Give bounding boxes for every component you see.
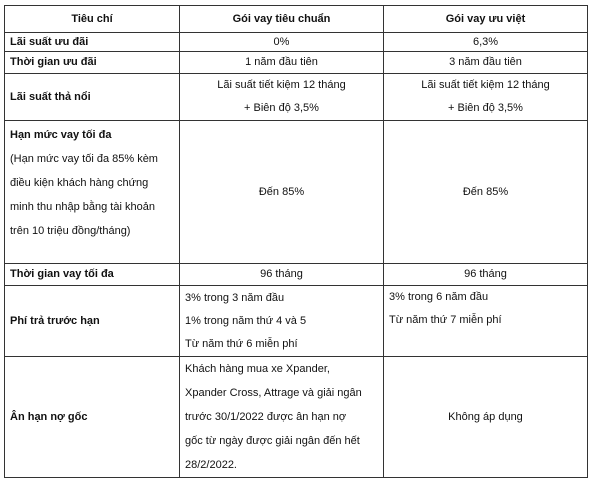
table-row-max-loan-limit <box>5 121 588 264</box>
criterion-note-line: điều kiện khách hàng chứng <box>10 177 149 189</box>
table-row-principal-grace <box>5 357 588 478</box>
value-line: 1% trong năm thứ 4 và 5 <box>185 314 307 327</box>
table-row-preferential-period <box>5 52 588 74</box>
standard-value: Đến 85% <box>180 121 384 264</box>
criterion-label: Thời gian vay tối đa <box>5 264 180 286</box>
value-line: Xpander Cross, Attrage và giải ngân <box>185 387 362 399</box>
table-row-preferential-rate <box>5 33 588 52</box>
criterion-label: Lãi suất thả nổi <box>5 74 180 121</box>
table-row-prepayment-fee <box>5 286 588 357</box>
premium-value: 6,3% <box>384 33 588 52</box>
value-line: + Biên độ 3,5% <box>244 102 319 114</box>
standard-value <box>180 357 384 478</box>
value-line: Lãi suất tiết kiệm 12 tháng <box>217 79 346 91</box>
standard-value <box>180 74 384 121</box>
criterion-note-line: (Hạn mức vay tối đa 85% kèm <box>10 153 158 165</box>
value-line: gốc từ ngày được giải ngân đến hết <box>185 435 360 447</box>
premium-value: Không áp dụng <box>384 357 588 478</box>
table-row-max-loan-term <box>5 264 588 286</box>
header-premium-package: Gói vay ưu việt <box>384 6 588 33</box>
value-line: + Biên độ 3,5% <box>448 102 523 114</box>
value-line: Lãi suất tiết kiệm 12 tháng <box>421 79 550 91</box>
value-line: Từ năm thứ 6 miễn phí <box>185 337 298 350</box>
criterion-label: Lãi suất ưu đãi <box>5 33 180 52</box>
table-header-row <box>5 6 588 33</box>
value-line: Khách hàng mua xe Xpander, <box>185 363 330 375</box>
table-row-floating-rate <box>5 74 588 121</box>
premium-value <box>384 74 588 121</box>
criterion-label: Phí trả trước hạn <box>5 286 180 357</box>
premium-value: 3 năm đầu tiên <box>384 52 588 74</box>
criterion-label: Ân hạn nợ gốc <box>5 357 180 478</box>
value-line: 28/2/2022. <box>185 459 237 471</box>
value-line: 3% trong 6 năm đầu <box>389 291 489 303</box>
standard-value: 1 năm đầu tiên <box>180 52 384 74</box>
premium-value: 96 tháng <box>384 264 588 286</box>
standard-value <box>180 286 384 357</box>
value-line: 3% trong 3 năm đầu <box>185 291 285 304</box>
criterion-note-line: minh thu nhập bằng tài khoản <box>10 201 155 213</box>
criterion-label: Thời gian ưu đãi <box>5 52 180 74</box>
loan-comparison-table <box>4 5 588 478</box>
criterion-label: Hạn mức vay tối đa <box>10 129 112 141</box>
value-line: trước 30/1/2022 được ân hạn nợ <box>185 411 347 423</box>
header-standard-package: Gói vay tiêu chuẩn <box>180 6 384 33</box>
criterion-note-line: trên 10 triệu đồng/tháng) <box>10 225 131 237</box>
header-criteria: Tiêu chí <box>5 6 180 33</box>
premium-value <box>384 286 588 357</box>
premium-value: Đến 85% <box>384 121 588 264</box>
criterion-cell <box>5 121 180 264</box>
standard-value: 0% <box>180 33 384 52</box>
standard-value: 96 tháng <box>180 264 384 286</box>
value-line: Từ năm thứ 7 miễn phí <box>389 314 502 326</box>
